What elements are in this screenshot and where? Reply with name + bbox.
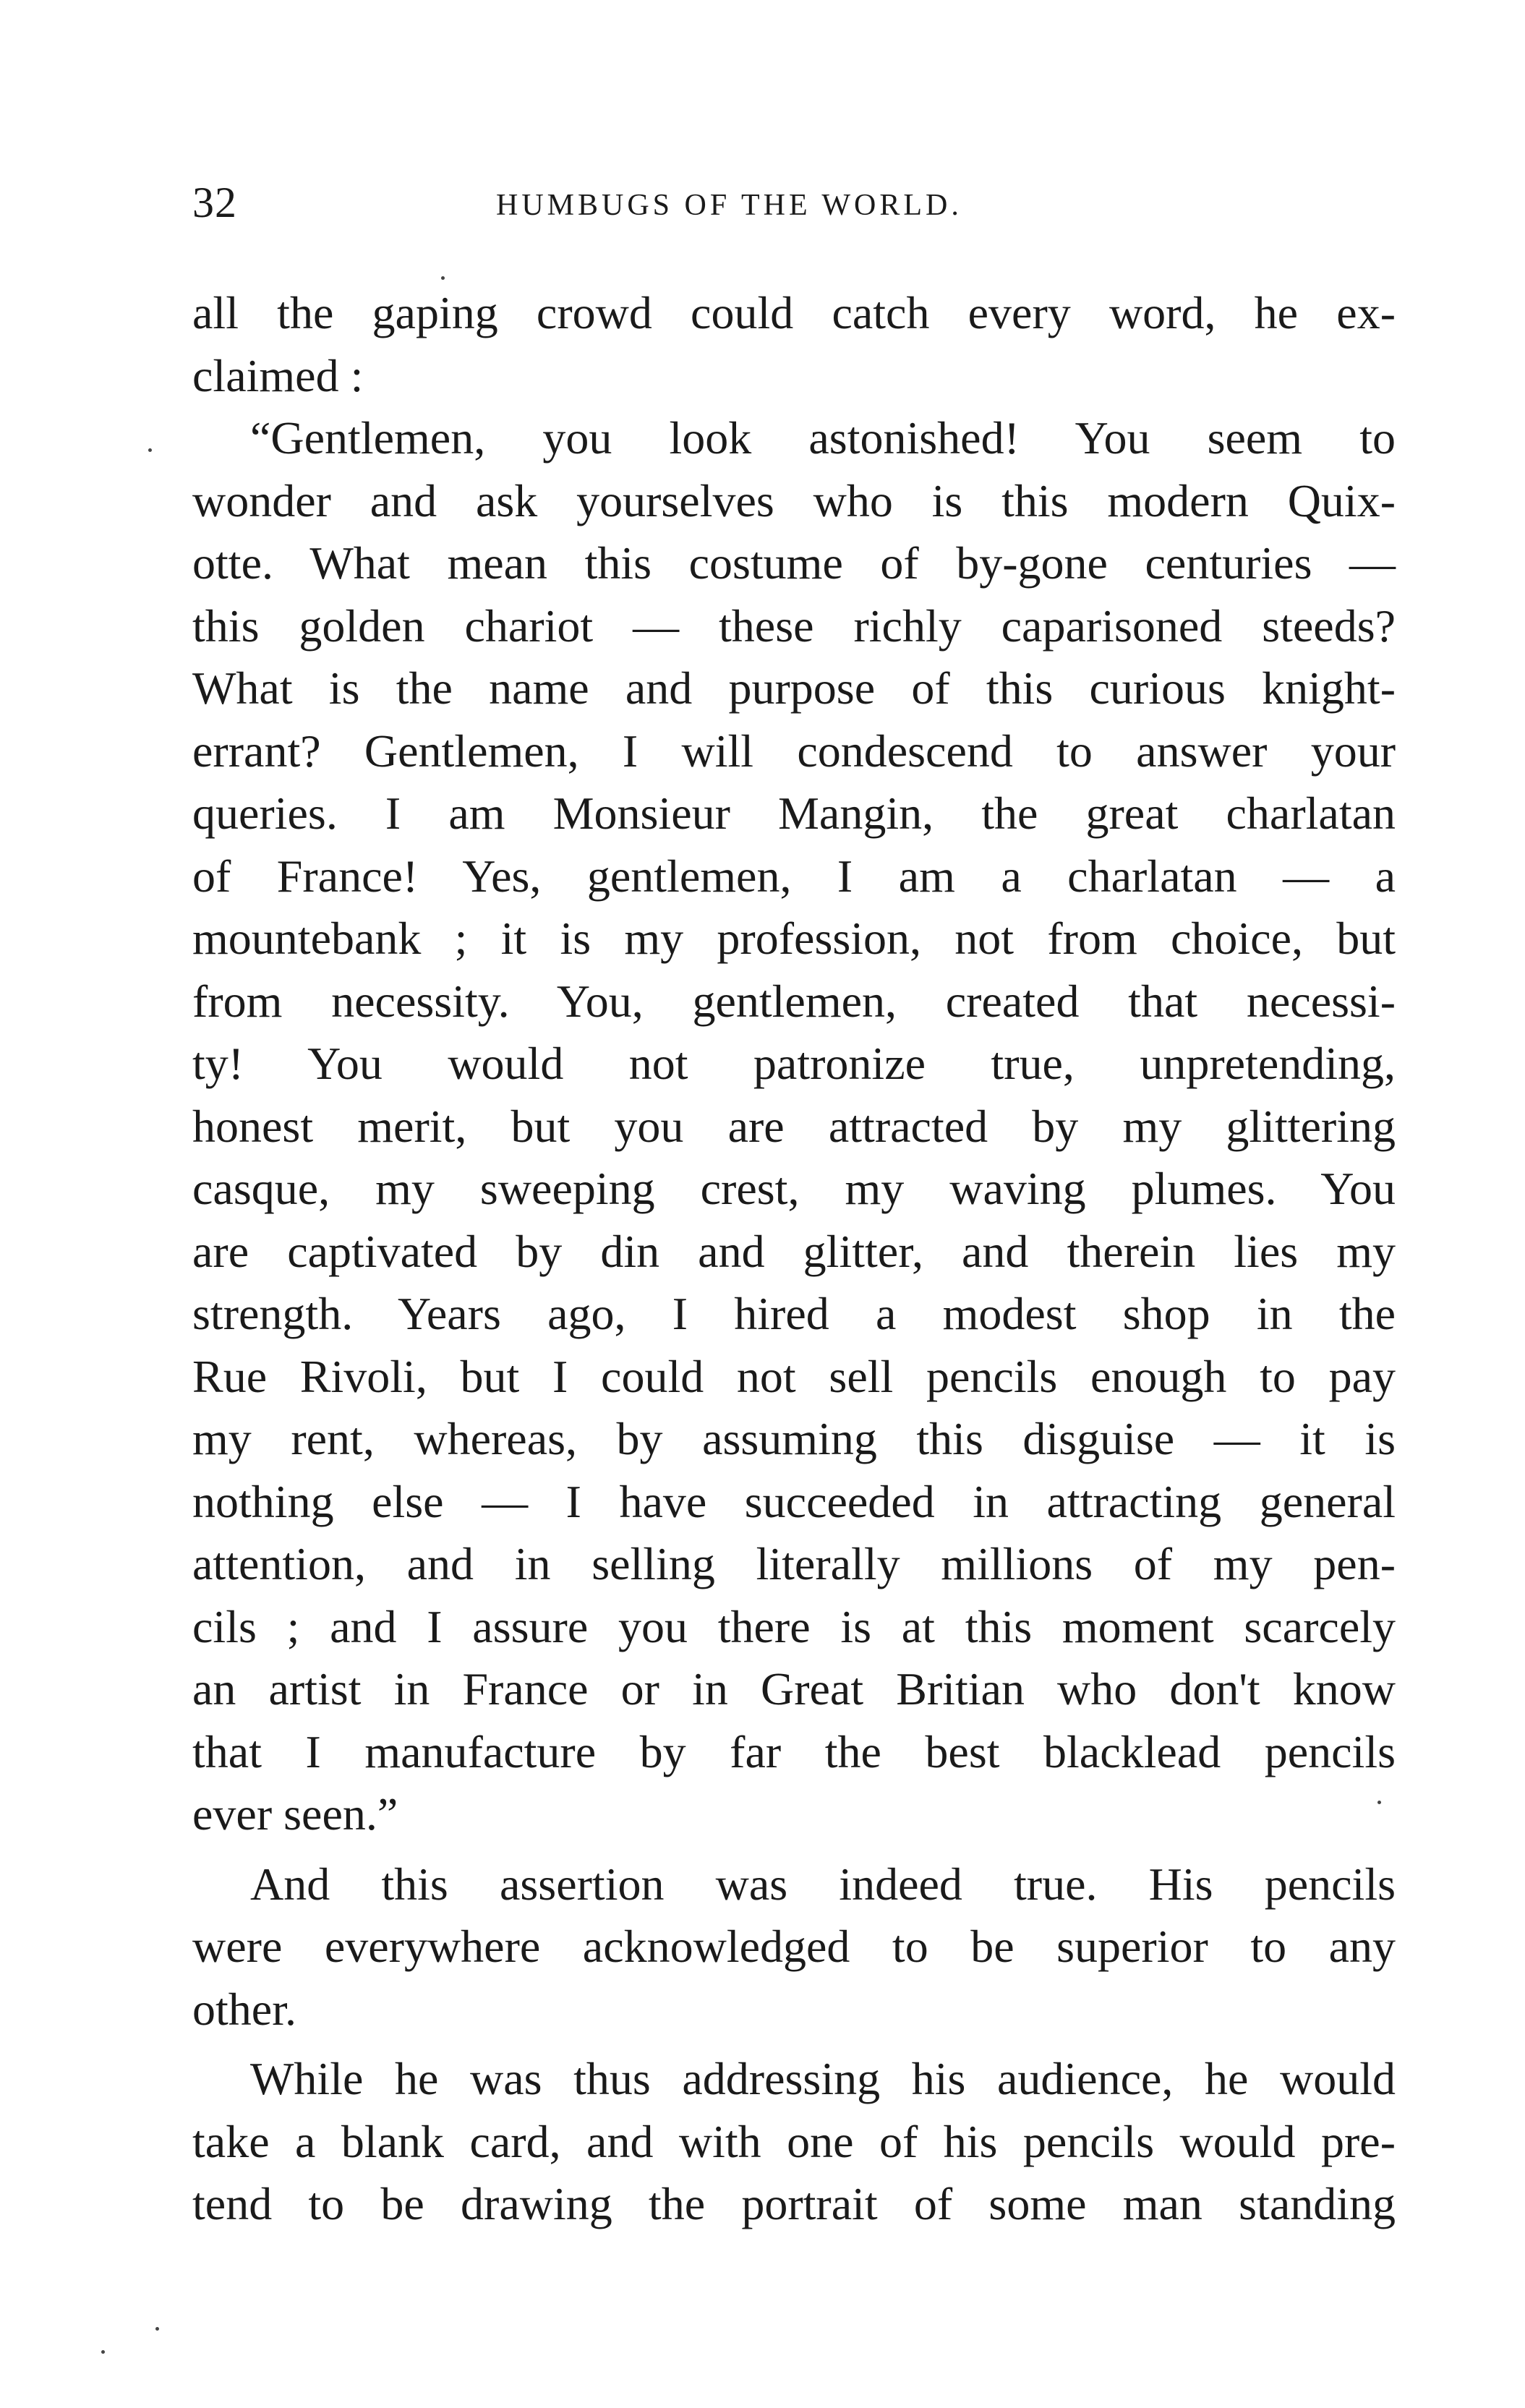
paragraph (192, 2048, 1396, 2236)
text-line: take a blank card, and with one of his pencils would pre- (192, 2115, 1396, 2167)
text-line: What is the name and purpose of this curious knight- (192, 662, 1396, 714)
running-title: HUMBUGS OF THE WORLD. (496, 189, 962, 222)
paragraph-gap (192, 2041, 1396, 2048)
text-line: queries. I am Monsieur Mangin, the great charlatan (192, 787, 1396, 839)
text-line: are captivated by din and glitter, and therein lies my (192, 1225, 1396, 1277)
print-speck (101, 2350, 105, 2354)
text-line: While he was thus addressing his audience, he would (250, 2053, 1396, 2104)
paragraph (192, 282, 1396, 407)
text-line: were everywhere acknowledged to be superior to any (192, 1921, 1396, 1972)
text-line: of France! Yes, gentlemen, I am a charlatan — a (192, 850, 1396, 902)
paragraph-gap (192, 1846, 1396, 1853)
body-text (192, 282, 1396, 2236)
text-line: tend to be drawing the portrait of some man standing (192, 2178, 1396, 2229)
text-line: honest merit, but you are attracted by my glittering (192, 1100, 1396, 1152)
text-line: all the gaping crowd could catch every word, he ex- (192, 287, 1396, 338)
text-line: ever seen.” (192, 1788, 398, 1840)
text-line: ty! You would not patronize true, unpretending, (192, 1038, 1396, 1089)
text-line: errant? Gentlemen, I will condescend to answer your (192, 725, 1396, 777)
text-line: otte. What mean this costume of by-gone centuries — (192, 537, 1396, 589)
paragraph (192, 407, 1396, 1846)
text-line: that I manufacture by far the best blacklead pencils (192, 1725, 1396, 1777)
page-header (192, 174, 1396, 239)
text-line: an artist in France or in Great Britian who don't know (192, 1663, 1396, 1715)
text-line: claimed : (192, 349, 364, 401)
text-line: nothing else — I have succeeded in attracting general (192, 1475, 1396, 1527)
text-line: And this assertion was indeed true. His pencils (250, 1858, 1396, 1910)
text-line: this golden chariot — these richly caparisoned steeds? (192, 599, 1396, 652)
text-line: from necessity. You, gentlemen, created that necessi- (192, 975, 1396, 1027)
page-number: 32 (192, 179, 237, 226)
text-line: strength. Years ago, I hired a modest shop in the (192, 1288, 1396, 1339)
print-speck (155, 2327, 159, 2331)
text-line: “Gentlemen, you look astonished! You seem to (250, 412, 1396, 464)
paragraph (192, 1853, 1396, 2041)
print-speck (148, 448, 152, 452)
text-line: wonder and ask yourselves who is this modern Quix- (192, 474, 1396, 526)
text-line: Rue Rivoli, but I could not sell pencils enough to pay (192, 1350, 1396, 1402)
text-line: cils ; and I assure you there is at this moment scarcely (192, 1600, 1396, 1652)
print-speck (1377, 1801, 1381, 1804)
text-line: mountebank ; it is my profession, not from choice, but (192, 913, 1396, 964)
text-line: attention, and in selling literally millions of my pen- (192, 1538, 1396, 1589)
text-line: other. (192, 1983, 296, 2035)
text-line: my rent, whereas, by assuming this disguise — it is (192, 1413, 1396, 1464)
print-speck (441, 276, 445, 280)
text-line: casque, my sweeping crest, my waving plumes. You (192, 1163, 1396, 1214)
